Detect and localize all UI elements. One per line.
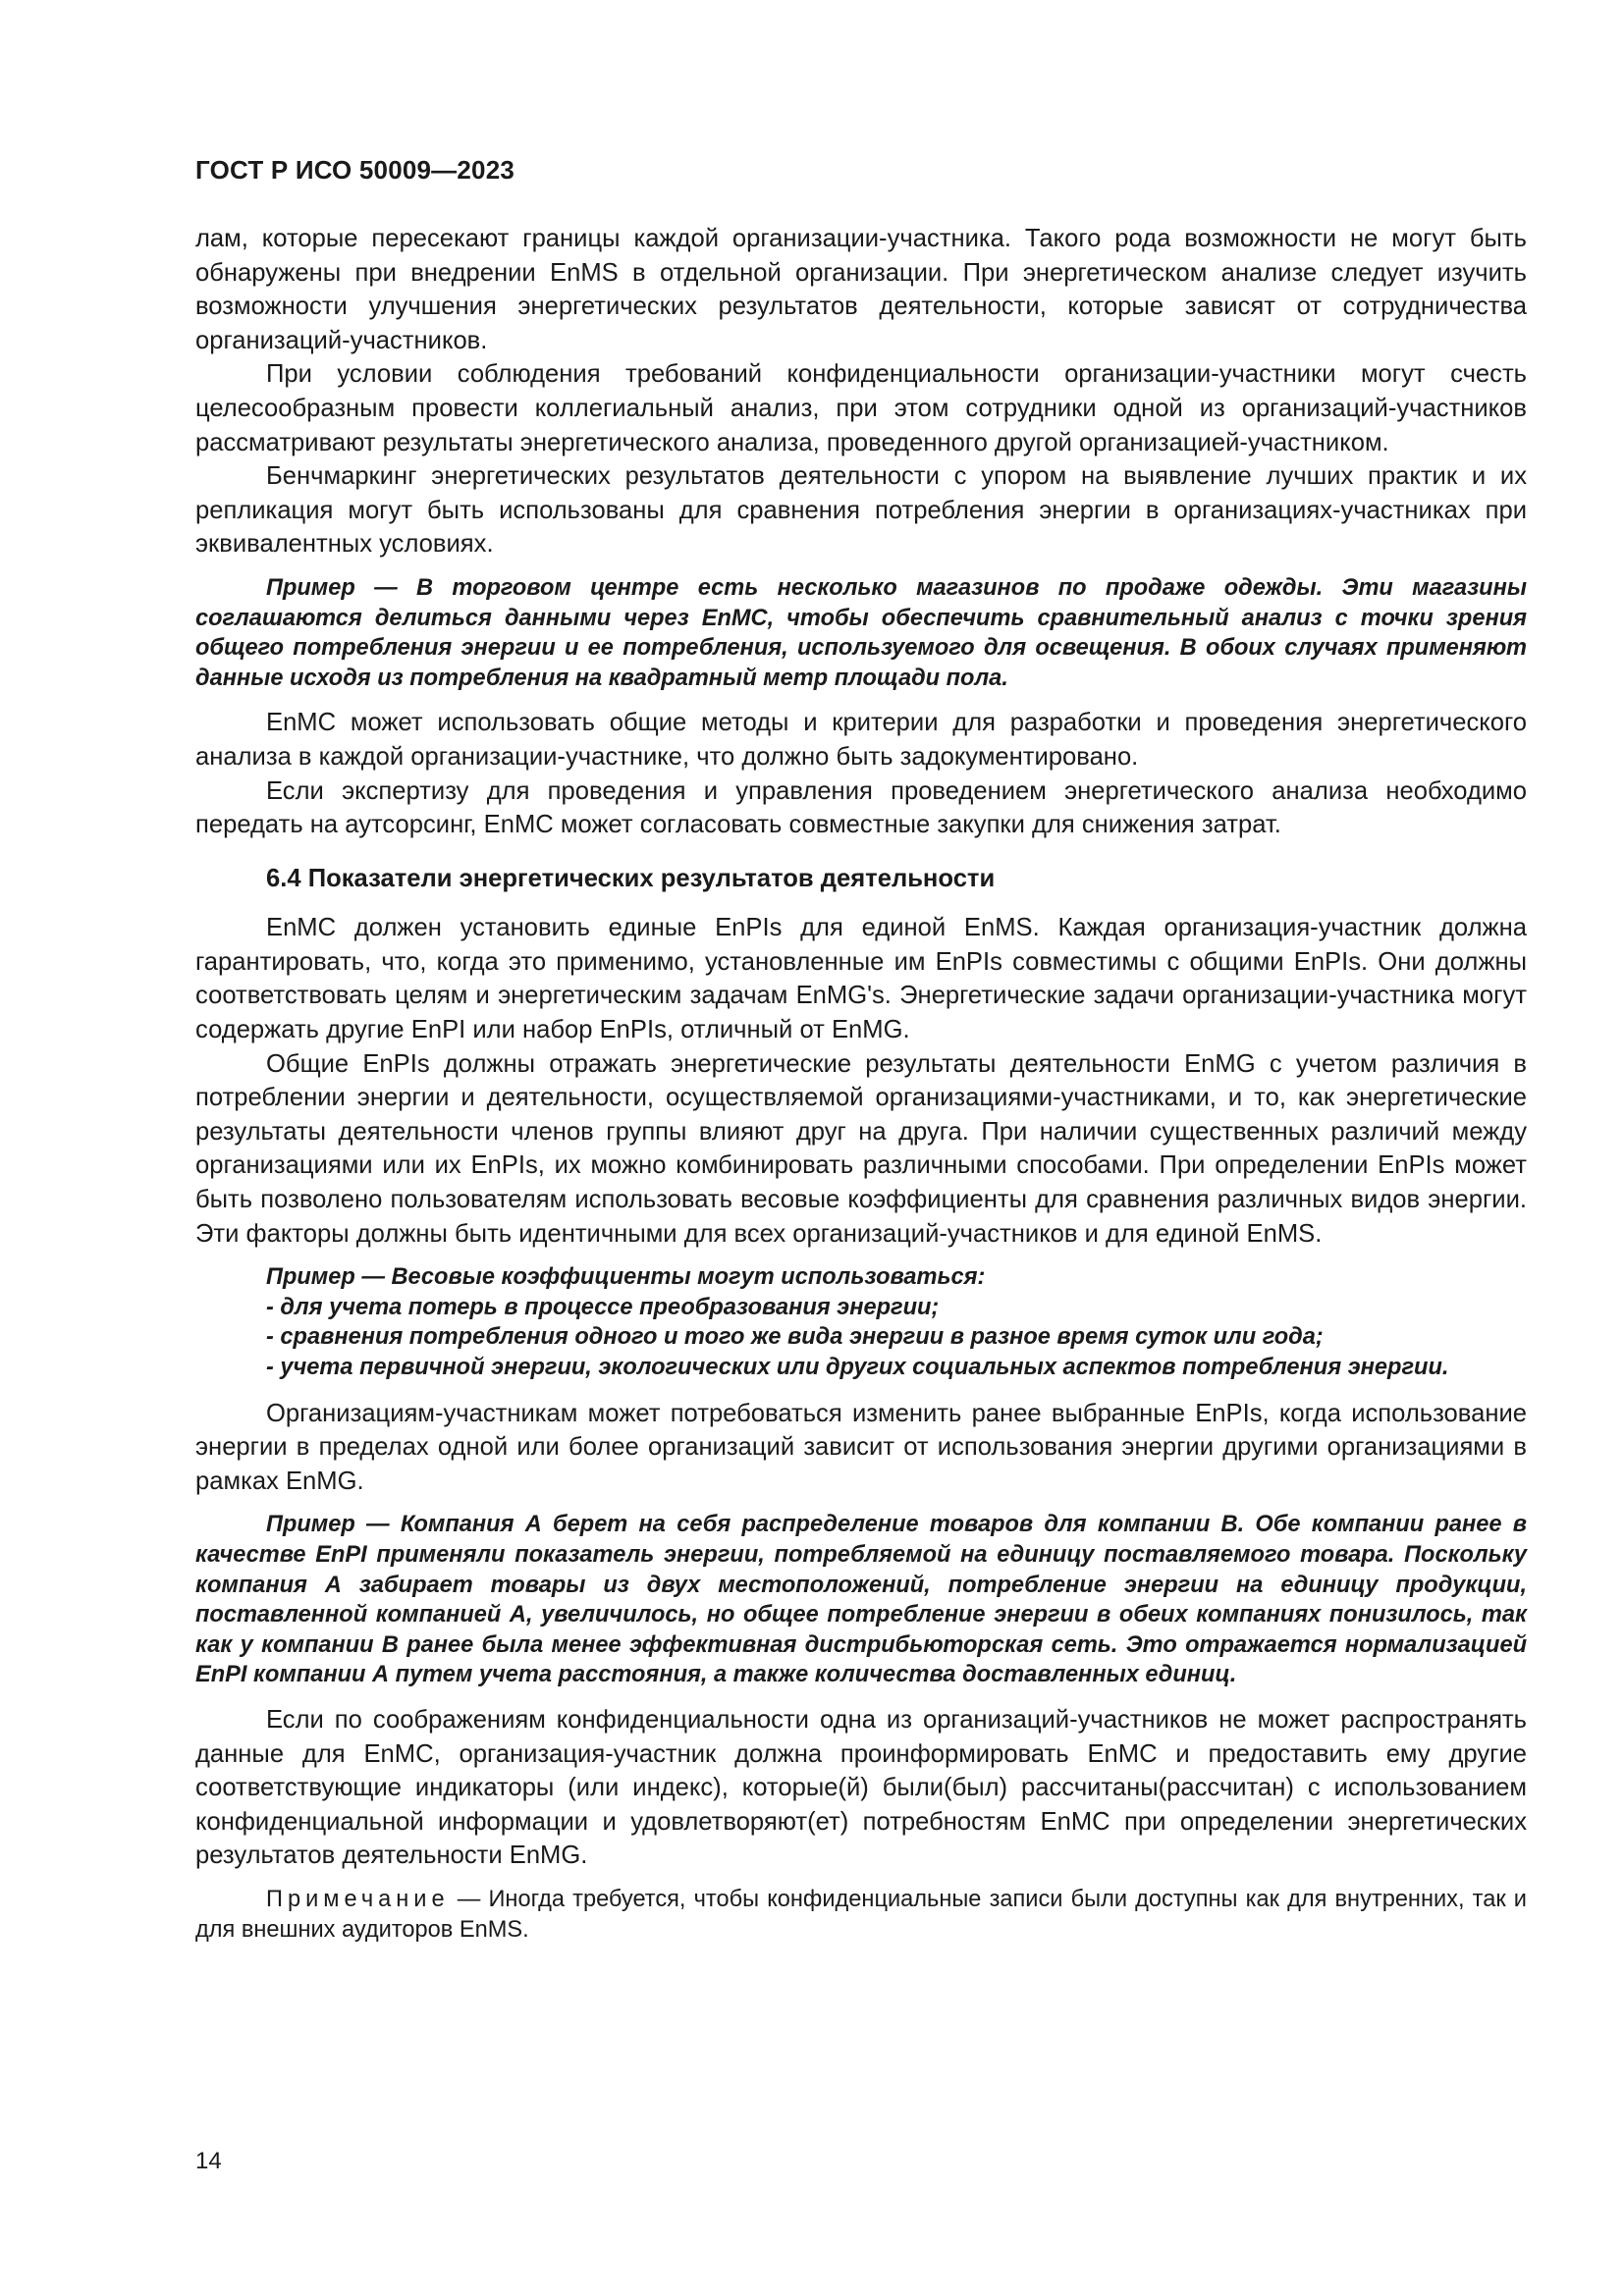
paragraph: EnMC может использовать общие методы и критерии для разработки и проведения энергетического анализа в каждой организации-участнике, что должно быть задокументировано. <box>195 709 1527 771</box>
note-block <box>195 1885 1527 1945</box>
document-header: ГОСТ Р ИСО 50009—2023 <box>195 155 515 185</box>
paragraph: Организациям-участникам может потребоваться изменить ранее выбранные EnPIs, когда использование энергии в пределах одной или более организаций зависит от использования энергии другими организациями в рамках EnMG. <box>195 1399 1527 1495</box>
example-list-intro: Пример — Весовые коэффициенты могут использоваться: <box>266 1264 986 1291</box>
paragraph: При условии соблюдения требований конфиденциальности организации-участники могут счесть целесообразным провести коллегиальный анализ, при этом сотрудники одной из организаций-участников рассматривают результаты энергетического анализа, проведенного другой организацией-участником. <box>195 360 1527 456</box>
note-label: Примечание <box>266 1886 450 1912</box>
paragraph: Если по соображениям конфиденциальности одна из организаций-участников не может распространять данные для EnMC, организация-участник должна проинформировать EnMC и предоставить ему другие соответствующие индикаторы (или индекс), которые(й) были(был) рассчитаны(рассчитан) с использованием конфиденциальной информации и удовлетворяют(ет) потребностям EnMC при определении энергетических результатов деятельности EnMG. <box>195 1705 1527 1870</box>
document-body <box>195 222 1527 1945</box>
section-heading: 6.4 Показатели энергетических результатов деятельности <box>266 864 996 892</box>
example-list-item: - сравнения потребления одного и того же вида энергии в разное время суток или года; <box>266 1324 1324 1351</box>
example-block: Пример — В торговом центре есть несколько магазинов по продаже одежды. Эти магазины соглашаются делиться данными через EnMC, чтобы обеспечить сравнительный анализ с точки зрения общего потребления энергии и ее потребления, используемого для освещения. В обоих случаях применяют данные исходя из потребления на квадратный метр площади пола. <box>195 574 1527 691</box>
paragraph: EnMC должен установить единые EnPIs для единой EnMS. Каждая организация-участник должна гарантировать, что, когда это применимо, установленные им EnPIs совместимы с общими EnPIs. Они должны соответствовать целям и энергетическим задачам EnMG's. Энергетические задачи организации-участника могут содержать другие EnPI или набор EnPIs, отличный от EnMG. <box>195 914 1527 1044</box>
paragraph: Если экспертизу для проведения и управления проведением энергетического анализа необходимо передать на аутсорсинг, EnMC может согласовать совместные закупки для снижения затрат. <box>195 776 1527 839</box>
paragraph: Общие EnPIs должны отражать энергетические результаты деятельности EnMG с учетом различия в потреблении энергии и деятельности, осуществляемой организациями-участниками, и то, как энергетические результаты деятельности членов группы влияют друг на друга. При наличии существенных различий между организациями или их EnPIs, их можно комбинировать различными способами. При определении EnPIs может быть позволено пользователям использовать весовые коэффициенты для сравнения различных видов энергии. Эти факторы должны быть идентичными для всех организаций-участников и для единой EnMS. <box>195 1049 1527 1248</box>
page-number: 14 <box>195 2148 222 2174</box>
example-list-block <box>195 1262 1527 1382</box>
note-text: — Иногда требуется, чтобы конфиденциальные записи были доступны как для внутренних, так и для внешних аудиторов EnMS. <box>195 1886 1527 1943</box>
example-block: Пример — Компания А берет на себя распределение товаров для компании В. Обе компании ранее в качестве EnPI применяли показатель энергии, потребляемой на единицу поставляемого товара. Поскольку компания А забирает товары из двух местоположений, потребление энергии на единицу продукции, поставленной компанией А, увеличилось, но общее потребление энергии в обеих компаниях понизилось, так как у компании В ранее была менее эффективная дистрибьюторская сеть. Это отражается нормализацией EnPI компании А путем учета расстояния, а также количества доставленных единиц. <box>195 1512 1527 1688</box>
paragraph: Бенчмаркинг энергетических результатов деятельности с упором на выявление лучших практик и их репликация могут быть использованы для сравнения потребления энергии в организациях-участниках при эквивалентных условиях. <box>195 462 1527 559</box>
example-list-item: - для учета потерь в процессе преобразования энергии; <box>266 1294 940 1320</box>
paragraph: лам, которые пересекают границы каждой организации-участника. Такого рода возможности не могут быть обнаружены при внедрении EnMS в отдельной организации. При энергетическом анализе следует изучить возможности улучшения энергетических результатов деятельности, которые зависят от сотрудничества организаций-участников. <box>195 225 1527 354</box>
example-list-item: - учета первичной энергии, экологических или других социальных аспектов потребления энергии. <box>266 1355 1449 1380</box>
